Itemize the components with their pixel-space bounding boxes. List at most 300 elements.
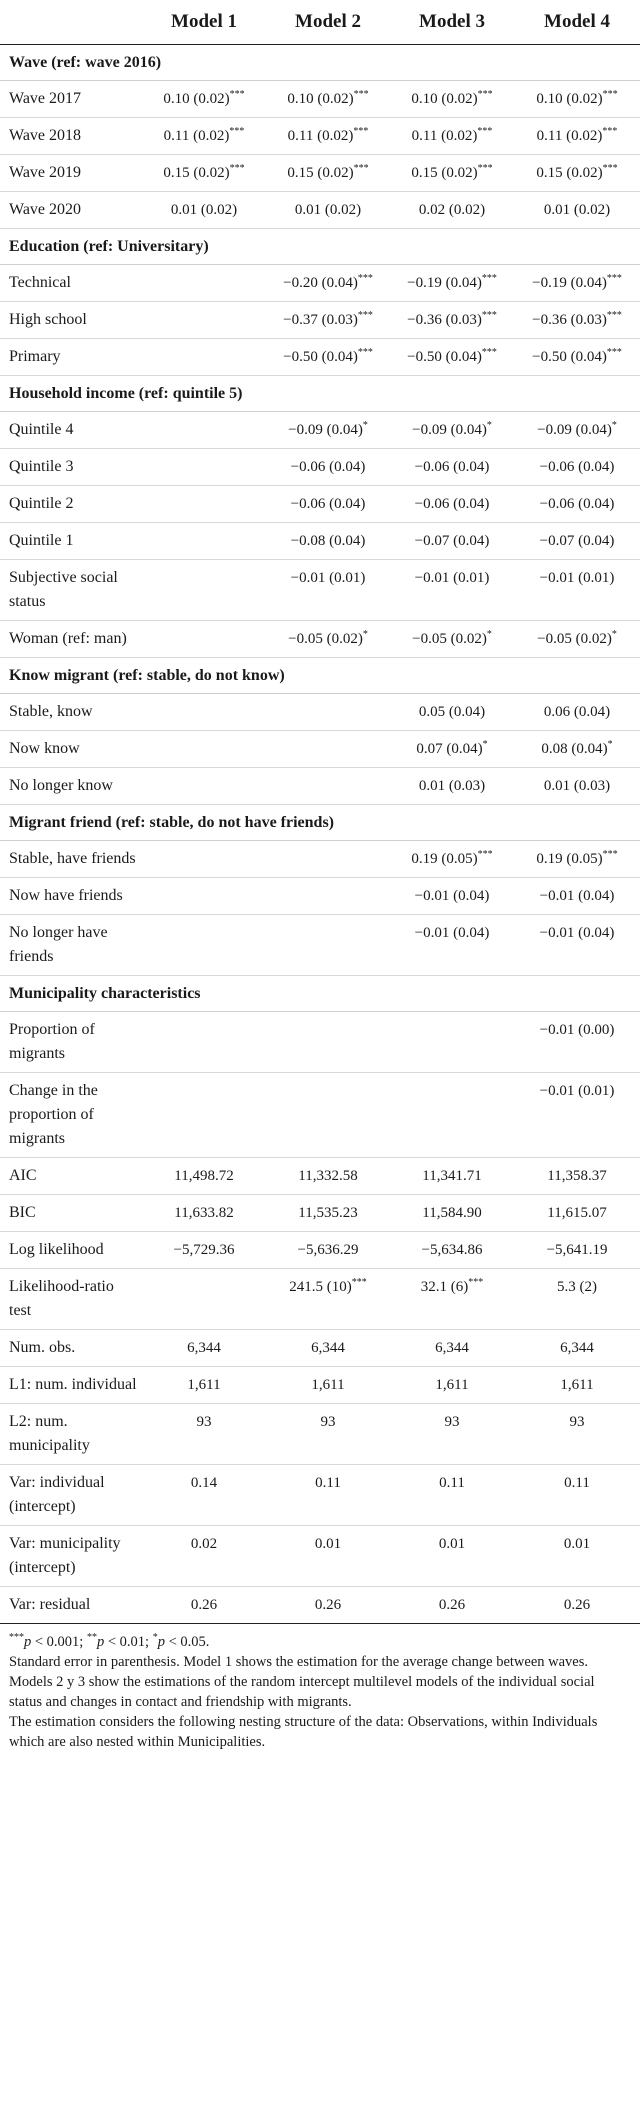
table-row [0,265,640,302]
estimate-text: −5,636.29 [297,1242,359,1258]
significance-stars: *** [606,273,622,284]
model-2-value [266,1073,390,1158]
model-3-value [390,265,514,302]
model-3-value [390,1367,514,1404]
section-row [0,976,640,1012]
significance-stars: * [486,420,492,431]
model-3-value [390,412,514,449]
model-2-value [266,768,390,805]
row-label: Quintile 3 [0,449,142,486]
section-heading: Household income (ref: quintile 5) [0,376,640,412]
estimate-text: −0.06 (0.04) [414,459,490,475]
significance-stars: * [607,739,613,750]
model-1-value [142,118,266,155]
estimate-text: 0.19 (0.05) [411,851,478,867]
estimate-text: −0.01 (0.04) [539,888,615,904]
estimate-text: −0.01 (0.04) [539,925,615,941]
model-2-value [266,486,390,523]
model-1-value [142,412,266,449]
estimate-text: 11,341.71 [422,1168,482,1184]
table-row [0,1158,640,1195]
table-row [0,412,640,449]
section-heading: Municipality characteristics [0,976,640,1012]
section-heading: Wave (ref: wave 2016) [0,45,640,81]
estimate-text: 0.15 (0.02) [287,165,354,181]
estimate-text: 6,344 [311,1340,345,1356]
model-2-value [266,1330,390,1367]
model-1-value [142,1073,266,1158]
row-label: Quintile 1 [0,523,142,560]
p-symbol: p [157,1634,165,1650]
significance-stars: *** [602,89,618,100]
header-model-2: Model 2 [266,0,390,45]
model-3-value [390,302,514,339]
model-2-value [266,1404,390,1465]
model-3-value [390,621,514,658]
model-1-value [142,1269,266,1330]
significance-stars: * [611,420,617,431]
model-3-value [390,192,514,229]
significance-stars: *** [606,347,622,358]
header-model-1: Model 1 [142,0,266,45]
significance-stars: *** [357,347,373,358]
table-row [0,1465,640,1526]
sig-stars-1: * [152,1632,158,1644]
estimate-text: 0.11 (0.02) [287,128,354,144]
model-3-value [390,1465,514,1526]
model-3-value [390,81,514,118]
table-row [0,1526,640,1587]
model-4-value [514,1195,640,1232]
estimate-text: −0.09 (0.04) [537,422,612,438]
header-cell [0,0,142,45]
model-1-value [142,81,266,118]
model-2-value [266,1158,390,1195]
estimate-text: −0.50 (0.04) [283,349,358,365]
estimate-text: 0.08 (0.04) [541,741,608,757]
significance-legend [9,1632,630,1652]
estimate-text: 0.01 (0.02) [543,202,611,218]
significance-stars: * [611,629,617,640]
estimate-text: 1,611 [435,1377,469,1393]
model-4-value [514,339,640,376]
model-2-value [266,81,390,118]
row-label: Var: municipality (intercept) [0,1526,142,1587]
header-model-3: Model 3 [390,0,514,45]
model-2-value [266,1526,390,1587]
section-row [0,376,640,412]
estimate-text: 0.01 (0.02) [170,202,238,218]
model-4-value [514,265,640,302]
model-1-value [142,192,266,229]
model-4-value [514,1073,640,1158]
model-2-value [266,560,390,621]
model-4-value [514,1404,640,1465]
model-2-value [266,339,390,376]
row-label: Wave 2019 [0,155,142,192]
model-4-value [514,621,640,658]
estimate-text: 0.07 (0.04) [416,741,483,757]
significance-stars: * [362,629,368,640]
significance-stars: * [362,420,368,431]
row-label: Likelihood-ratio test [0,1269,142,1330]
model-2-value [266,192,390,229]
model-2-value [266,1269,390,1330]
model-1-value [142,1195,266,1232]
sig-stars-3: *** [9,1632,24,1644]
estimate-text: 0.10 (0.02) [287,91,354,107]
section-heading: Know migrant (ref: stable, do not know) [0,658,640,694]
model-1-value [142,694,266,731]
row-label: Log likelihood [0,1232,142,1269]
model-2-value [266,731,390,768]
significance-stars: * [486,629,492,640]
sig-threshold-2: < 0.01; [104,1634,150,1650]
estimate-text: 32.1 (6) [420,1279,469,1295]
model-1-value [142,486,266,523]
significance-stars: *** [357,273,373,284]
model-4-value [514,412,640,449]
model-4-value [514,878,640,915]
model-4-value [514,1232,640,1269]
table-row [0,560,640,621]
model-3-value [390,731,514,768]
model-3-value [390,1526,514,1587]
model-2-value [266,841,390,878]
estimate-text: 0.15 (0.02) [536,165,603,181]
model-2-value [266,302,390,339]
estimate-text: −0.36 (0.03) [407,312,482,328]
estimate-text: −0.05 (0.02) [537,631,612,647]
estimate-text: 0.15 (0.02) [411,165,478,181]
model-3-value [390,523,514,560]
row-label: Stable, have friends [0,841,142,878]
estimate-text: −0.37 (0.03) [283,312,358,328]
section-row [0,229,640,265]
significance-stars: *** [481,273,497,284]
estimate-text: 0.10 (0.02) [536,91,603,107]
estimate-text: −0.08 (0.04) [290,533,366,549]
significance-stars: *** [351,1277,367,1288]
model-4-value [514,1269,640,1330]
estimate-text: 6,344 [435,1340,469,1356]
model-3-value [390,694,514,731]
table-row [0,1367,640,1404]
model-2-value [266,449,390,486]
model-2-value [266,1587,390,1624]
estimate-text: 0.01 (0.02) [294,202,362,218]
estimate-text: 0.05 (0.04) [418,704,486,720]
row-label: Wave 2017 [0,81,142,118]
row-label: Subjective social status [0,560,142,621]
estimate-text: −0.06 (0.04) [539,496,615,512]
model-4-value [514,915,640,976]
significance-stars: *** [602,849,618,860]
significance-stars: *** [606,310,622,321]
model-2-value [266,915,390,976]
model-4-value [514,1158,640,1195]
estimate-text: 11,615.07 [547,1205,607,1221]
estimate-text: 11,584.90 [422,1205,482,1221]
estimate-text: −0.01 (0.01) [539,570,615,586]
table-row [0,81,640,118]
model-1-value [142,339,266,376]
estimate-text: 0.01 [563,1536,591,1552]
table-row [0,1073,640,1158]
model-1-value [142,523,266,560]
table-row [0,486,640,523]
estimate-text: 0.11 [564,1475,590,1491]
model-1-value [142,302,266,339]
section-row [0,805,640,841]
estimate-text: −0.19 (0.04) [532,275,607,291]
model-2-value [266,1012,390,1073]
table-row [0,339,640,376]
model-4-value [514,1330,640,1367]
estimate-text: 11,358.37 [547,1168,607,1184]
significance-stars: *** [481,347,497,358]
estimate-text: 0.01 [438,1536,466,1552]
estimate-text: 0.01 (0.03) [543,778,611,794]
significance-stars: *** [229,163,245,174]
estimate-text: 0.06 (0.04) [543,704,611,720]
model-3-value [390,560,514,621]
section-heading: Education (ref: Universitary) [0,229,640,265]
estimate-text: 0.02 (0.02) [418,202,486,218]
model-3-value [390,486,514,523]
model-3-value [390,768,514,805]
model-2-value [266,1232,390,1269]
note-nesting: The estimation considers the following nesting structure of the data: Observations, within Individuals which are also nested within Municipalities. [9,1714,598,1750]
model-3-value [390,1404,514,1465]
model-3-value [390,1232,514,1269]
row-label: Proportion of migrants [0,1012,142,1073]
header-model-4: Model 4 [514,0,640,45]
estimate-text: −0.09 (0.04) [288,422,363,438]
estimate-text: −0.07 (0.04) [539,533,615,549]
section-row [0,658,640,694]
model-3-value [390,878,514,915]
estimate-text: 0.10 (0.02) [411,91,478,107]
significance-stars: *** [353,126,369,137]
estimate-text: 93 [569,1414,585,1430]
table-row [0,118,640,155]
table-row [0,731,640,768]
estimate-text: 0.11 [439,1475,465,1491]
estimate-text: 11,633.82 [174,1205,234,1221]
model-4-value [514,118,640,155]
estimate-text: −0.09 (0.04) [412,422,487,438]
estimate-text: −5,641.19 [546,1242,608,1258]
estimate-text: 0.26 [563,1597,591,1613]
model-4-value [514,486,640,523]
estimate-text: −0.07 (0.04) [414,533,490,549]
sig-threshold-3: < 0.001; [31,1634,84,1650]
model-1-value [142,155,266,192]
model-3-value [390,915,514,976]
estimate-text: 1,611 [187,1377,221,1393]
estimate-text: 93 [196,1414,212,1430]
model-3-value [390,339,514,376]
table-row [0,915,640,976]
row-label: High school [0,302,142,339]
model-4-value [514,449,640,486]
model-4-value [514,1526,640,1587]
model-4-value [514,523,640,560]
row-label: Var: residual [0,1587,142,1624]
estimate-text: 0.26 [438,1597,466,1613]
row-label: Var: individual (intercept) [0,1465,142,1526]
model-1-value [142,1330,266,1367]
estimate-text: −0.05 (0.02) [412,631,487,647]
model-2-value [266,878,390,915]
model-1-value [142,1404,266,1465]
note-standard-error: Standard error in parenthesis. Model 1 shows the estimation for the average change between waves. [9,1654,589,1670]
sig-threshold-1: < 0.05. [164,1634,210,1650]
estimate-text: 93 [444,1414,460,1430]
estimate-text: 0.26 [314,1597,342,1613]
estimate-text: −0.01 (0.04) [414,925,490,941]
significance-stars: *** [468,1277,484,1288]
table-row [0,768,640,805]
model-2-value [266,118,390,155]
model-3-value [390,1073,514,1158]
table-row [0,694,640,731]
row-label: Now know [0,731,142,768]
row-label: Num. obs. [0,1330,142,1367]
row-label: Primary [0,339,142,376]
estimate-text: 0.14 [190,1475,218,1491]
table-row [0,1195,640,1232]
estimate-text: −0.01 (0.01) [290,570,366,586]
model-4-value [514,155,640,192]
estimate-text: −0.01 (0.01) [539,1083,615,1099]
row-label: Stable, know [0,694,142,731]
significance-stars: *** [602,126,618,137]
model-2-value [266,523,390,560]
significance-stars: *** [353,89,369,100]
model-1-value [142,1526,266,1587]
estimate-text: 6,344 [187,1340,221,1356]
model-2-value [266,1465,390,1526]
table-row [0,878,640,915]
significance-stars: * [482,739,488,750]
model-1-value [142,915,266,976]
model-2-value [266,621,390,658]
model-2-value [266,1195,390,1232]
model-4-value [514,1465,640,1526]
section-row [0,45,640,81]
estimate-text: 0.11 [315,1475,341,1491]
table-row [0,1587,640,1624]
model-1-value [142,731,266,768]
estimate-text: 0.11 (0.02) [536,128,603,144]
estimate-text: 11,498.72 [174,1168,234,1184]
model-1-value [142,1367,266,1404]
model-3-value [390,1587,514,1624]
row-label: Wave 2020 [0,192,142,229]
table-notes [0,1624,640,1752]
significance-stars: *** [229,89,245,100]
significance-stars: *** [477,849,493,860]
row-label: BIC [0,1195,142,1232]
significance-stars: *** [357,310,373,321]
row-label: Now have friends [0,878,142,915]
estimate-text: 1,611 [560,1377,594,1393]
table-row [0,841,640,878]
estimate-text: 0.11 (0.02) [163,128,230,144]
model-1-value [142,265,266,302]
estimate-text: −0.01 (0.04) [414,888,490,904]
row-label: Change in the proportion of migrants [0,1073,142,1158]
model-3-value [390,1330,514,1367]
estimate-text: −0.06 (0.04) [290,496,366,512]
model-3-value [390,1269,514,1330]
estimate-text: 0.10 (0.02) [163,91,230,107]
row-label: Quintile 4 [0,412,142,449]
model-2-value [266,412,390,449]
estimate-text: 11,535.23 [298,1205,358,1221]
model-4-value [514,1012,640,1073]
estimate-text: −0.36 (0.03) [532,312,607,328]
sig-stars-2: ** [86,1632,97,1644]
estimate-text: −0.50 (0.04) [407,349,482,365]
estimate-text: −0.19 (0.04) [407,275,482,291]
estimate-text: −0.01 (0.01) [414,570,490,586]
estimate-text: 0.01 [314,1536,342,1552]
model-1-value [142,560,266,621]
estimate-text: −5,634.86 [421,1242,483,1258]
model-1-value [142,841,266,878]
model-4-value [514,694,640,731]
model-1-value [142,878,266,915]
row-label: Quintile 2 [0,486,142,523]
estimate-text: 0.11 (0.02) [411,128,478,144]
estimate-text: −0.06 (0.04) [414,496,490,512]
model-2-value [266,265,390,302]
table-row [0,302,640,339]
estimate-text: 0.26 [190,1597,218,1613]
table-header [0,0,640,45]
table-row [0,1232,640,1269]
row-label: Technical [0,265,142,302]
estimate-text: 6,344 [560,1340,594,1356]
model-1-value [142,1587,266,1624]
p-symbol: p [96,1634,105,1650]
estimate-text: −5,729.36 [173,1242,235,1258]
significance-stars: *** [477,89,493,100]
row-label: No longer have friends [0,915,142,976]
p-symbol: p [24,1634,32,1650]
significance-stars: *** [353,163,369,174]
estimate-text: 0.01 (0.03) [418,778,486,794]
section-heading: Migrant friend (ref: stable, do not have friends) [0,805,640,841]
model-1-value [142,768,266,805]
row-label: L2: num. municipality [0,1404,142,1465]
table-row [0,1012,640,1073]
model-2-value [266,694,390,731]
estimate-text: 11,332.58 [298,1168,358,1184]
row-label: No longer know [0,768,142,805]
estimate-text: −0.06 (0.04) [539,459,615,475]
estimate-text: −0.50 (0.04) [532,349,607,365]
model-4-value [514,192,640,229]
estimate-text: −0.06 (0.04) [290,459,366,475]
model-4-value [514,302,640,339]
note-models: Models 2 y 3 show the estimations of the random intercept multilevel models of the individual social status and changes in contact and friendship with migrants. [9,1674,595,1710]
significance-stars: *** [481,310,497,321]
table-row [0,1330,640,1367]
